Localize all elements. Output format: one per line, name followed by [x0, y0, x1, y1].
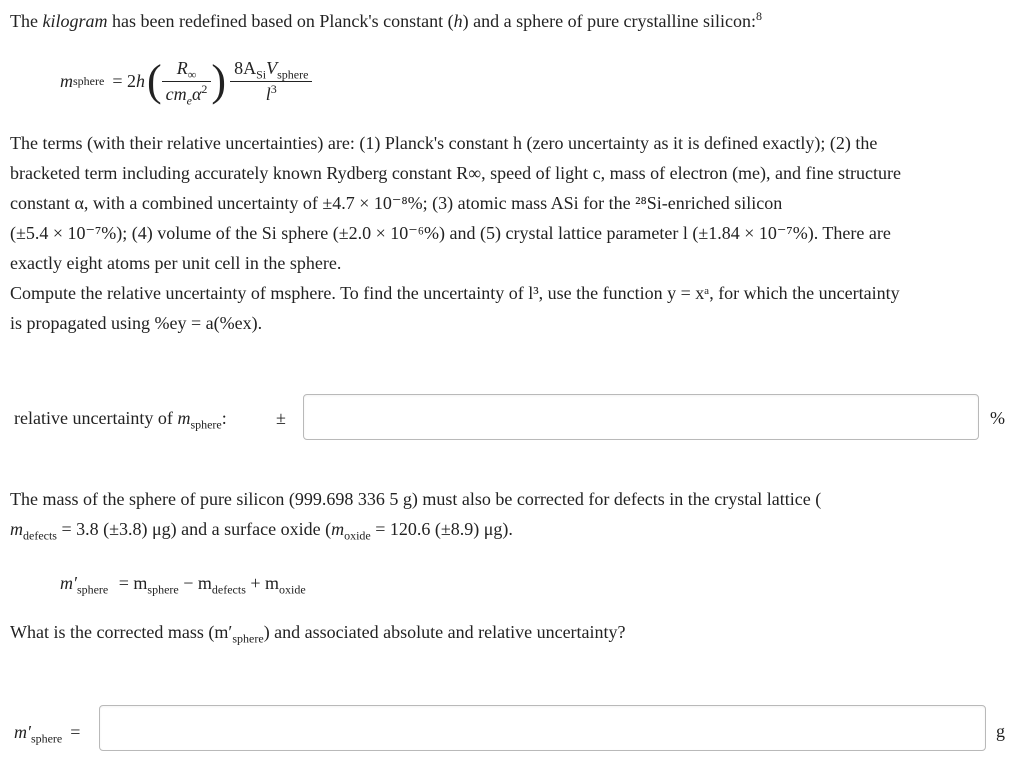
plus-minus-sign: ±: [276, 408, 286, 428]
percent-unit: %: [990, 408, 1005, 428]
footnote-marker: 8: [756, 9, 763, 23]
volume-fraction: $\frac{8A_{Si}V_{sphere}}{l^3}$: [230, 58, 312, 105]
rydberg-fraction: $\frac{R_\infty}{cm_e\alpha^2}$: [162, 58, 212, 105]
corrected-mass-label: $m'_{sphere}$ =: [14, 722, 81, 746]
relative-uncertainty-input[interactable]: [303, 394, 979, 440]
correction-paragraph: The mass of the sphere of pure silicon (999.698 336 5 g) must also be corrected for defects in the crystal lattice ( $m_{defects} = 3.8$ (±3.8) μg) and a surface oxide ($m_{oxide} = 120.6$ (±8.9) μg).: [10, 489, 822, 543]
terms-paragraph: The terms (with their relative uncertainties) are: (1) Planck's constant h (zero uncertainty as it is defined exactly); (2) the bracketed term including accurately known Rydberg constant R∞, speed of light c, mass of electron (me), and fine structure constant α, with a combined uncertainty of ±4.7 × 10⁻⁸%; (3) atomic mass ASi for the ²⁸Si-enriched silicon (±5.4 × 10⁻⁷%); (4) volume of the Si sphere (±2.0 × 10⁻⁶%) and (5) crystal lattice parameter l (±1.84 × 10⁻⁷%). There are exactly eight atoms per unit cell in the sphere. Compute the relative uncertainty of msphere. To find the uncertainty of l³, use the function y = xᵃ, for which the uncertainty is propagated using %ey = a(%ex).: [10, 133, 901, 333]
grams-unit: g: [996, 721, 1005, 741]
corrected-mass-input[interactable]: [99, 705, 986, 751]
kilogram-equation: m sphere = 2 h ( $\frac{R_\infty}{cm_e\alpha^2}$ ) $\frac{8A_{Si}V_{sphere}}{l^3}$: [60, 54, 312, 108]
corrected-mass-equation: $m'_{sphere} = m_{sphere} - m_{defects} + m_{oxide}$: [60, 573, 306, 597]
intro-text: The kilogram has been redefined based on Planck's constant (h) and a sphere of pure crystalline silicon:$^8$: [10, 9, 763, 31]
relative-uncertainty-label: relative uncertainty of $m_{sphere}$:: [14, 408, 227, 432]
kilogram-term: kilogram: [42, 11, 108, 31]
corrected-mass-question: What is the corrected mass $(m'_{sphere})$ and associated absolute and relative uncertainty?: [10, 622, 626, 646]
